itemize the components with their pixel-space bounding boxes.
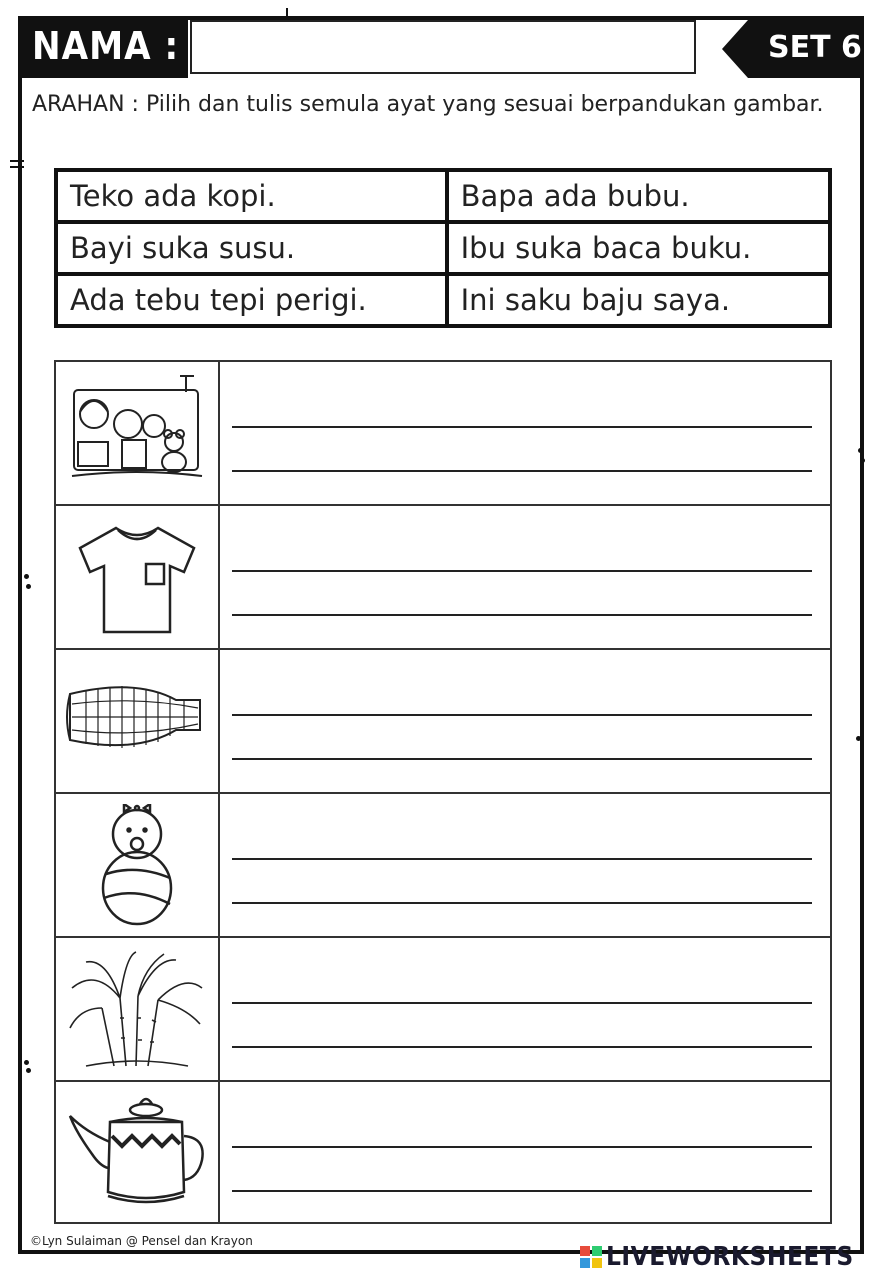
border-mark [858, 448, 863, 453]
t-shirt-icon [66, 516, 208, 638]
credit-text: ©Lyn Sulaiman @ Pensel dan Krayon [30, 1234, 253, 1248]
option-cell[interactable]: Ada tebu tepi perigi. [56, 274, 447, 326]
answer-row [56, 938, 830, 1082]
answer-line[interactable] [232, 470, 812, 472]
answer-line[interactable] [232, 1046, 812, 1048]
answer-row [56, 362, 830, 506]
answer-row [56, 506, 830, 650]
answer-line[interactable] [232, 1002, 812, 1004]
brand-text: LIVEWORKSHEETS [606, 1242, 854, 1272]
answer-line[interactable] [232, 758, 812, 760]
option-cell[interactable]: Bayi suka susu. [56, 222, 447, 274]
answer-line[interactable] [232, 426, 812, 428]
instruction-text: ARAHAN : Pilih dan tulis semula ayat yang sesuai berpandukan gambar. [32, 92, 824, 117]
liveworksheets-tiles-icon [580, 1246, 602, 1268]
options-row [56, 274, 830, 326]
picture-cell [56, 362, 220, 504]
options-row [56, 170, 830, 222]
answer-row [56, 650, 830, 794]
answer-line[interactable] [232, 902, 812, 904]
picture-cell [56, 1082, 220, 1224]
border-mark [24, 574, 29, 579]
answer-line[interactable] [232, 1146, 812, 1148]
answer-row [56, 1082, 830, 1226]
name-label: NAMA : [32, 24, 180, 68]
answer-rows [54, 360, 832, 1224]
border-mark [26, 1068, 31, 1073]
set-label: SET 6 [768, 30, 862, 65]
answer-row [56, 794, 830, 938]
border-mark [856, 736, 861, 741]
picture-cell [56, 938, 220, 1080]
baby-icon [66, 804, 208, 926]
family-reading-icon [66, 372, 208, 494]
border-mark [26, 584, 31, 589]
border-mark [10, 166, 24, 168]
border-mark [286, 8, 288, 20]
options-row [56, 222, 830, 274]
border-mark [10, 160, 24, 162]
teapot-icon [66, 1092, 208, 1214]
picture-cell [56, 794, 220, 936]
sugarcane-icon [66, 948, 208, 1070]
option-cell[interactable]: Ini saku baju saya. [447, 274, 830, 326]
answer-line[interactable] [232, 614, 812, 616]
option-cell[interactable]: Teko ada kopi. [56, 170, 447, 222]
option-cell[interactable]: Ibu suka baca buku. [447, 222, 830, 274]
answer-line[interactable] [232, 714, 812, 716]
name-input-field[interactable] [190, 20, 696, 74]
picture-cell [56, 650, 220, 792]
border-mark [860, 458, 865, 463]
answer-line[interactable] [232, 570, 812, 572]
answer-line[interactable] [232, 858, 812, 860]
border-mark [24, 1060, 29, 1065]
liveworksheets-logo[interactable] [580, 1240, 854, 1274]
sentence-options-table [54, 168, 832, 328]
answer-line[interactable] [232, 1190, 812, 1192]
picture-cell [56, 506, 220, 648]
bubu-fish-trap-icon [66, 660, 208, 782]
option-cell[interactable]: Bapa ada bubu. [447, 170, 830, 222]
